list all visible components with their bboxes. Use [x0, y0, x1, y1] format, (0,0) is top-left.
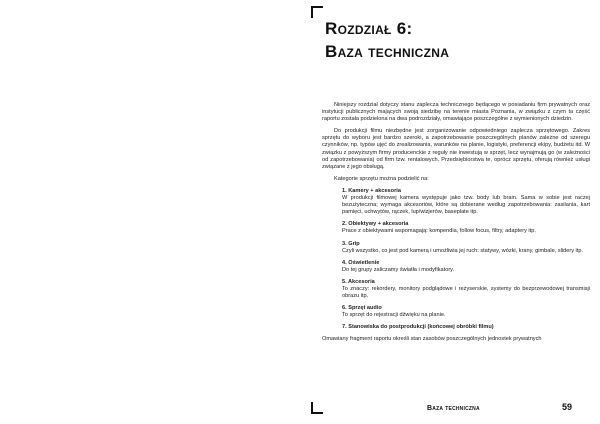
category-title: 3. Grip	[342, 240, 360, 247]
corner-mark-bottom	[311, 402, 323, 414]
intro-paragraph: Niniejszy rozdział dotyczy stanu zaplecza technicznego będącego w posiadaniu firm prywatnych oraz instytucji publicznych mających swoją siedzibę na terenie miasta Poznania, w związku z czym ta część raportu została podzielona na dwa podrozdziały, omawiające poszczególne z wymienionych dziedzin.	[322, 102, 590, 123]
continuation-text: Omawiany fragment raportu określi stan zasobów poszczególnych jednostek prywatnych	[322, 336, 542, 343]
intro-paragraph: Kategorie sprzętu można podzielić na:	[334, 175, 429, 182]
running-footer-title: Baza techniczna	[427, 405, 480, 412]
list-item	[342, 221, 590, 235]
category-list	[342, 188, 590, 332]
list-item	[342, 241, 590, 255]
list-item	[342, 279, 590, 300]
category-body: Prace z obiektywami wspomagają: kompendia, follow focus, filtry, adaptery itp.	[342, 228, 536, 235]
chapter-title-line1: Rozdział 6:	[325, 19, 413, 38]
category-body: Czyli wszystko, co jest pod kamerą i umożliwia jej ruch: statywy, wózki, krany, gimbale, slidery itp.	[342, 247, 584, 254]
category-title: 6. Sprzęt audio	[342, 305, 382, 312]
list-item	[342, 260, 590, 274]
list-item	[342, 324, 590, 331]
chapter-content	[322, 102, 590, 344]
category-title: 2. Obiektywy + akcesoria	[342, 221, 409, 228]
corner-mark-top	[311, 6, 323, 18]
category-title: 1. Kamery + akcesoria	[342, 187, 401, 194]
category-body: Do tej grupy zaliczamy światła i modyfikatory.	[342, 266, 455, 273]
page-number: 59	[562, 402, 573, 412]
category-body: To sprzęt do rejestracji dźwięku na planie.	[342, 312, 446, 319]
list-item	[342, 188, 590, 216]
list-item	[342, 305, 590, 319]
category-body: W produkcji filmowej kamera występuje jako tzw. body lub brain. Sama w sobie jest raczej bezużyteczna; wymaga akcesoriów, które są dobierane według zapotrzebowania: zasilania, kart pamięci, uchwytów, rączek, lup/wizjerów, baseplate itp.	[342, 195, 590, 216]
chapter-title-line2: Baza techniczna	[325, 42, 450, 61]
chapter-title	[325, 17, 449, 63]
category-title: 5. Akcesoria	[342, 278, 375, 285]
category-body: To znaczy: rekordery, monitory podglądowe i reżyserskie, systemy do bezprzewodowej transmisji obrazu itp.	[342, 285, 590, 300]
category-title: 7. Stanowiska do postprodukcji (końcowej obróbki filmu)	[342, 324, 494, 331]
intro-paragraph: Do produkcji filmu niezbędne jest zorganizowanie odpowiedniego zaplecza sprzętowego. Zakres sprzętu do wyboru jest bardzo szeroki, a zapotrzebowanie poszczególnych planów zależne od szeregu czynników, np. typów ujęć do zrealizowania, warunków na planie, logistyki, preferencji ekipy, budżetu itd. W związku z powyższym firmy producenckie z reguły nie inwestują w sprzęt, lecz wynajmują go (w zależności od zapotrzebowania) od firm tzw. rentalowych. Przedsiębiorstwa te, oprócz sprzętu, oferują również usługi związane z jego obsługą.	[322, 128, 590, 170]
category-title: 4. Oświetlenie	[342, 259, 380, 266]
